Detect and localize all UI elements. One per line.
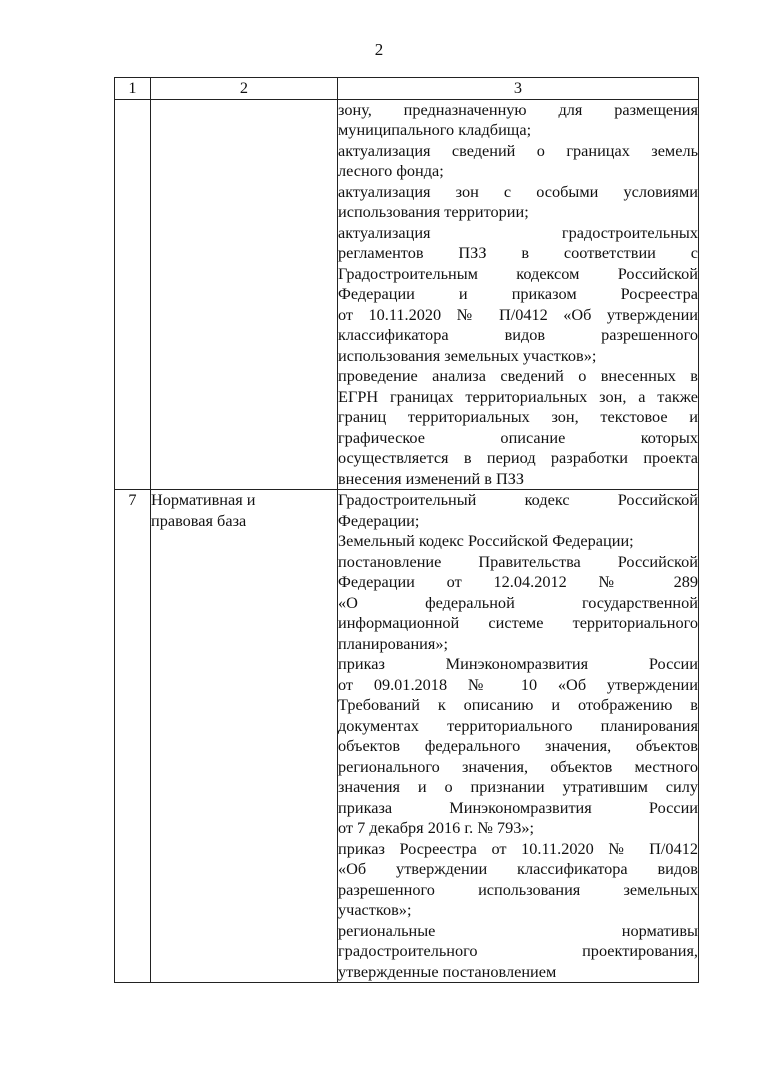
text-line: муниципального кладбища; xyxy=(338,120,532,139)
column-header-3: 3 xyxy=(338,78,699,100)
text-line: приказ Минэкономразвития России xyxy=(338,654,698,673)
text-line: границ территориальных зон, текстовое и xyxy=(338,407,698,426)
table-row-7 xyxy=(115,490,699,983)
text-line: объектов федерального значения, объектов xyxy=(338,736,698,755)
text-line: Федерации; xyxy=(338,510,420,530)
text-line: актуализация зон с особыми условиями xyxy=(338,181,698,201)
text-line: Федерации и приказом Росреестра xyxy=(338,284,698,303)
text-line: приказ Росреестра от 10.11.2020 № П/0412 xyxy=(338,838,698,858)
column-header-1: 1 xyxy=(115,78,151,100)
text-line: приказа Минэкономразвития России xyxy=(338,797,698,817)
text-line: актуализация сведений о границах земель xyxy=(338,140,698,160)
text-line: Требований к описанию и отображению в xyxy=(338,695,698,714)
text-line: осуществляется в период разработки проекта xyxy=(338,448,698,467)
text-line: значения и о признании утратившим силу xyxy=(338,777,698,796)
text-line: «Об утверждении классификатора видов xyxy=(338,859,698,878)
text-line: от 09.01.2018 № 10 «Об утверждении xyxy=(338,674,698,694)
text-line: графическое описание которых xyxy=(338,427,698,447)
text-line: региональные нормативы xyxy=(338,920,698,940)
row-name-line: правовая база xyxy=(151,510,247,530)
text-line: зону, предназначенную для размещения xyxy=(338,99,698,119)
text-line: «О федеральной государственной xyxy=(338,592,698,612)
table-header-row xyxy=(115,78,699,100)
text-line: использования территории; xyxy=(338,202,529,221)
row-number-cell xyxy=(115,99,151,490)
text-line: разрешенного использования земельных xyxy=(338,879,698,899)
text-line: проведение анализа сведений о внесенных в xyxy=(338,366,698,385)
text-line: регламентов ПЗЗ в соответствии с xyxy=(338,243,698,262)
row-name-cell xyxy=(151,99,338,490)
text-line: от 7 декабря 2016 г. № 793»; xyxy=(338,818,535,837)
text-line: регионального значения, объектов местного xyxy=(338,756,698,776)
text-line: участков»; xyxy=(338,900,412,919)
text-line: постановление Правительства Российской xyxy=(338,551,698,571)
text-line: ЕГРН границах территориальных зон, а также xyxy=(338,386,698,406)
text-line: Земельный кодекс Российской Федерации; xyxy=(338,531,634,550)
text-line: актуализация градостроительных xyxy=(338,222,698,242)
text-line: использования земельных участков»; xyxy=(338,345,597,365)
text-line: лесного фонда; xyxy=(338,161,444,180)
text-line: от 10.11.2020 № П/0412 «Об утверждении xyxy=(338,304,698,324)
text-line: планирования»; xyxy=(338,633,449,653)
requirements-table xyxy=(114,77,699,983)
text-line: Федерации от 12.04.2012 № 289 xyxy=(338,572,698,591)
page-number: 2 xyxy=(374,40,384,59)
row-name-cell xyxy=(151,490,338,983)
text-line: классификатора видов разрешенного xyxy=(338,325,698,344)
row-number-cell: 7 xyxy=(115,490,151,983)
row-content-cell xyxy=(338,99,699,490)
row-name-line: Нормативная и xyxy=(151,490,256,509)
text-line: градостроительного проектирования, xyxy=(338,941,698,960)
row-content-cell xyxy=(338,490,699,983)
text-line: утвержденные постановлением xyxy=(338,961,557,981)
table-row-continued xyxy=(115,99,699,490)
text-line: Градостроительный кодекс Российской xyxy=(338,490,698,509)
text-line: внесения изменений в ПЗЗ xyxy=(338,468,525,488)
text-line: информационной системе территориального xyxy=(338,613,698,632)
text-line: Градостроительным кодексом Российской xyxy=(338,263,698,283)
column-header-2: 2 xyxy=(151,78,338,100)
text-line: документах территориального планирования xyxy=(338,715,698,735)
